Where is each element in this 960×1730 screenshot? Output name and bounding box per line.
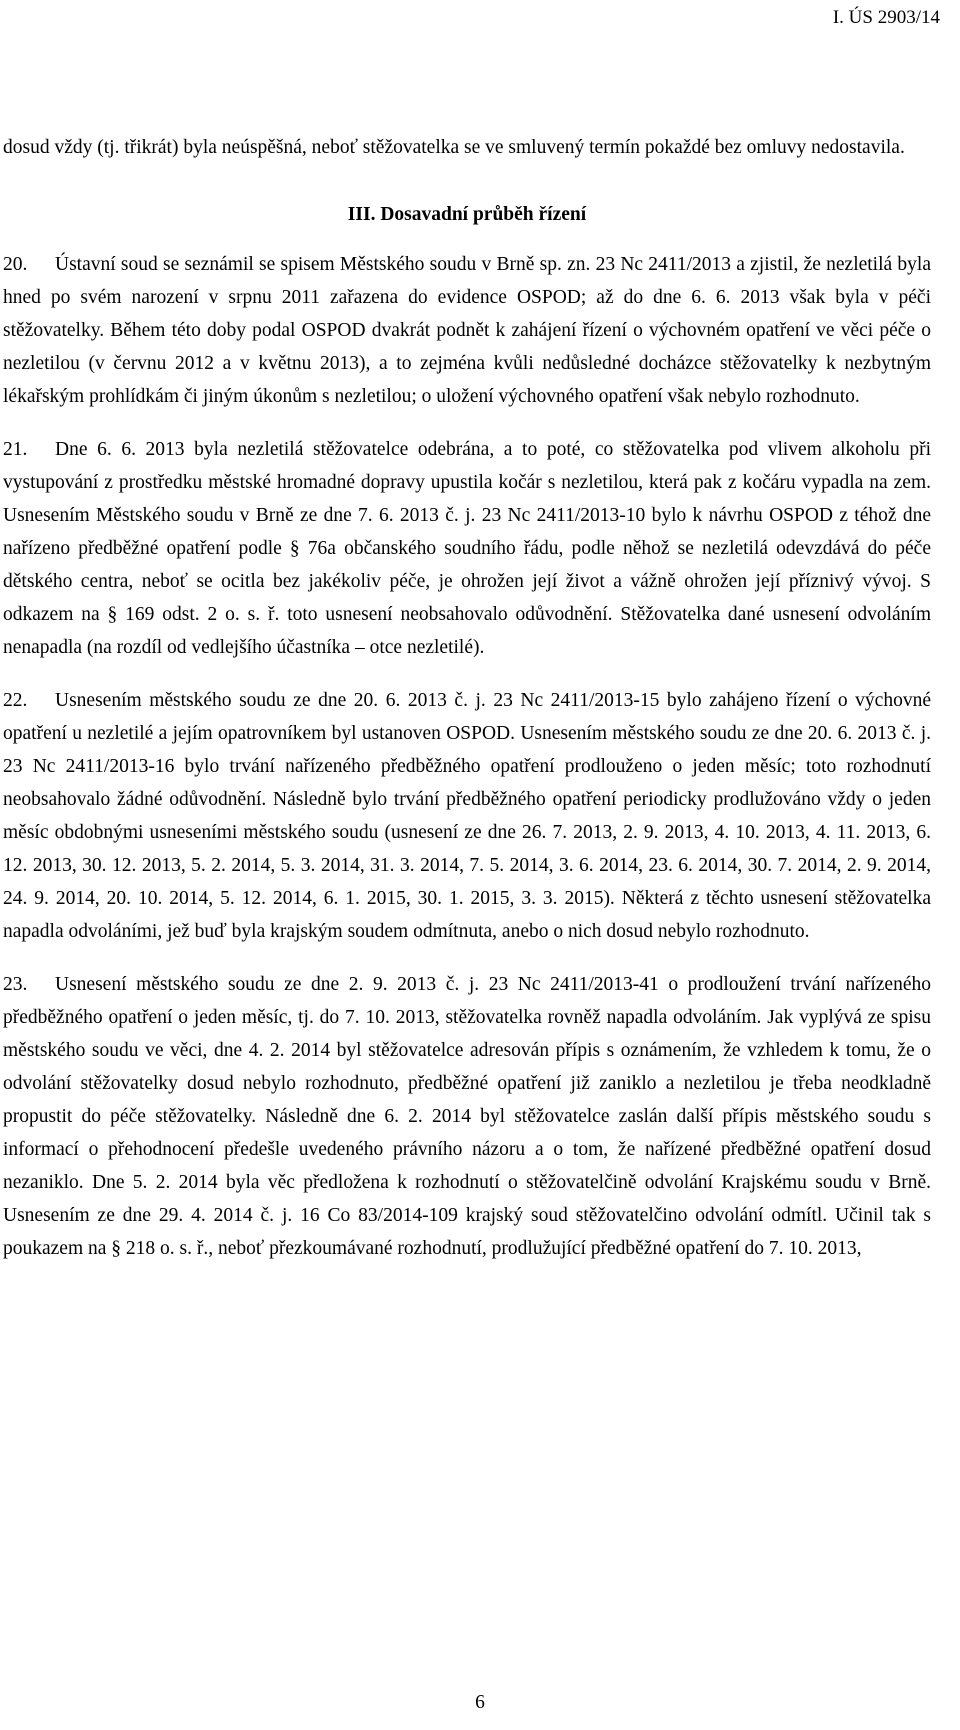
paragraph-23 xyxy=(3,968,931,1265)
paragraph-21 xyxy=(3,433,931,664)
paragraph-text: Ústavní soud se seznámil se spisem Městského soudu v Brně sp. zn. 23 Nc 2411/2013 a zjistil, že nezletilá byla hned po svém narození v srpnu 2011 zařazena do evidence OSPOD; až do dne 6. 6. 2013 však byla v péči stěžovatelky. Během této doby podal OSPOD dvakrát podnět k zahájení řízení o výchovném opatření ve věci péče o nezletilou (v červnu 2012 a v květnu 2013), a to zejména kvůli nedůsledné docházce stěžovatelky k nezbytným lékařským prohlídkám či jiným úkonům s nezletilou; o uložení výchovného opatření však nebylo rozhodnuto. xyxy=(3,254,931,407)
paragraph-number: 20. xyxy=(3,254,28,275)
paragraph-text: Usnesením městského soudu ze dne 20. 6. 2013 č. j. 23 Nc 2411/2013-15 bylo zahájeno řízení o výchovné opatření u nezletilé a jejím opatrovníkem byl ustanoven OSPOD. Usnesením městského soudu ze dne 20. 6. 2013 č. j. 23 Nc 2411/2013-16 bylo trvání nařízeného předběžného opatření prodlouženo o jeden měsíc; toto rozhodnutí neobsahovalo žádné odůvodnění. Následně bylo trvání předběžného opatření periodicky prodlužováno vždy o jeden měsíc obdobnými usneseními městského soudu (usnesení ze dne 26. 7. 2013, 2. 9. 2013, 4. 10. 2013, 4. 11. 2013, 6. 12. 2013, 30. 12. 2013, 5. 2. 2014, 5. 3. 2014, 31. 3. 2014, 7. 5. 2014, 3. 6. 2014, 23. 6. 2014, 30. 7. 2014, 2. 9. 2014, 24. 9. 2014, 20. 10. 2014, 5. 12. 2014, 6. 1. 2015, 30. 1. 2015, 3. 3. 2015). Některá z těchto usnesení stěžovatelka napadla odvoláními, jež buď byla krajským soudem odmítnuta, anebo o nich dosud nebylo rozhodnuto. xyxy=(3,690,931,942)
intro-paragraph: dosud vždy (tj. třikrát) byla neúspěšná, neboť stěžovatelka se ve smluvený termín pokaždé bez omluvy nedostavila. xyxy=(3,137,905,158)
page-number: 6 xyxy=(475,1692,485,1713)
paragraph-number: 22. xyxy=(3,690,28,711)
section-heading: III. Dosavadní průběh řízení xyxy=(347,204,587,225)
paragraph-text: Usnesení městského soudu ze dne 2. 9. 2013 č. j. 23 Nc 2411/2013-41 o prodloužení trvání nařízeného předběžného opatření o jeden měsíc, tj. do 7. 10. 2013, stěžovatelka rovněž napadla odvoláním. Jak vyplývá ze spisu městského soudu ve věci, dne 4. 2. 2014 byl stěžovatelce adresován přípis s oznámením, že vzhledem k tomu, že o odvolání stěžovatelky dosud nebylo rozhodnuto, předběžné opatření již zaniklo a nezletilou je třeba neodkladně propustit do péče stěžovatelky. Následně dne 6. 2. 2014 byl stěžovatelce zaslán další přípis městského soudu s informací o přehodnocení předešle uvedeného právního názoru a o tom, že nařízené předběžné opatření dosud nezaniklo. Dne 5. 2. 2014 byla věc předložena k rozhodnutí o stěžovatelčině odvolání Krajskému soudu v Brně. Usnesením ze dne 29. 4. 2014 č. j. 16 Co 83/2014-109 krajský soud stěžovatelčino odvolání odmítl. Učinil tak s poukazem na § 218 o. s. ř., neboť přezkoumávané rozhodnutí, prodlužující předběžné opatření do 7. 10. 2013, xyxy=(3,974,931,1259)
case-reference: I. ÚS 2903/14 xyxy=(832,7,940,28)
paragraph-text: Dne 6. 6. 2013 byla nezletilá stěžovatelce odebrána, a to poté, co stěžovatelka pod vlivem alkoholu při vystupování z prostředku městské hromadné dopravy upustila kočár s nezletilou, která pak z kočáru vypadla na zem. Usnesením Městského soudu v Brně ze dne 7. 6. 2013 č. j. 23 Nc 2411/2013-10 bylo k návrhu OSPOD z téhož dne nařízeno předběžné opatření podle § 76a občanského soudního řádu, podle něhož se nezletilá odevzdává do péče dětského centra, neboť se ocitla bez jakékoliv péče, je ohrožen její život a vážně ohrožen její příznivý vývoj. S odkazem na § 169 odst. 2 o. s. ř. toto usnesení neobsahovalo odůvodnění. Stěžovatelka dané usnesení odvoláním nenapadla (na rozdíl od vedlejšího účastníka – otce nezletilé). xyxy=(3,439,931,658)
document-body xyxy=(0,131,931,1265)
paragraph-number: 21. xyxy=(3,439,28,460)
paragraph-22 xyxy=(3,684,931,948)
paragraph-number: 23. xyxy=(3,974,28,995)
paragraph-20 xyxy=(3,248,931,413)
